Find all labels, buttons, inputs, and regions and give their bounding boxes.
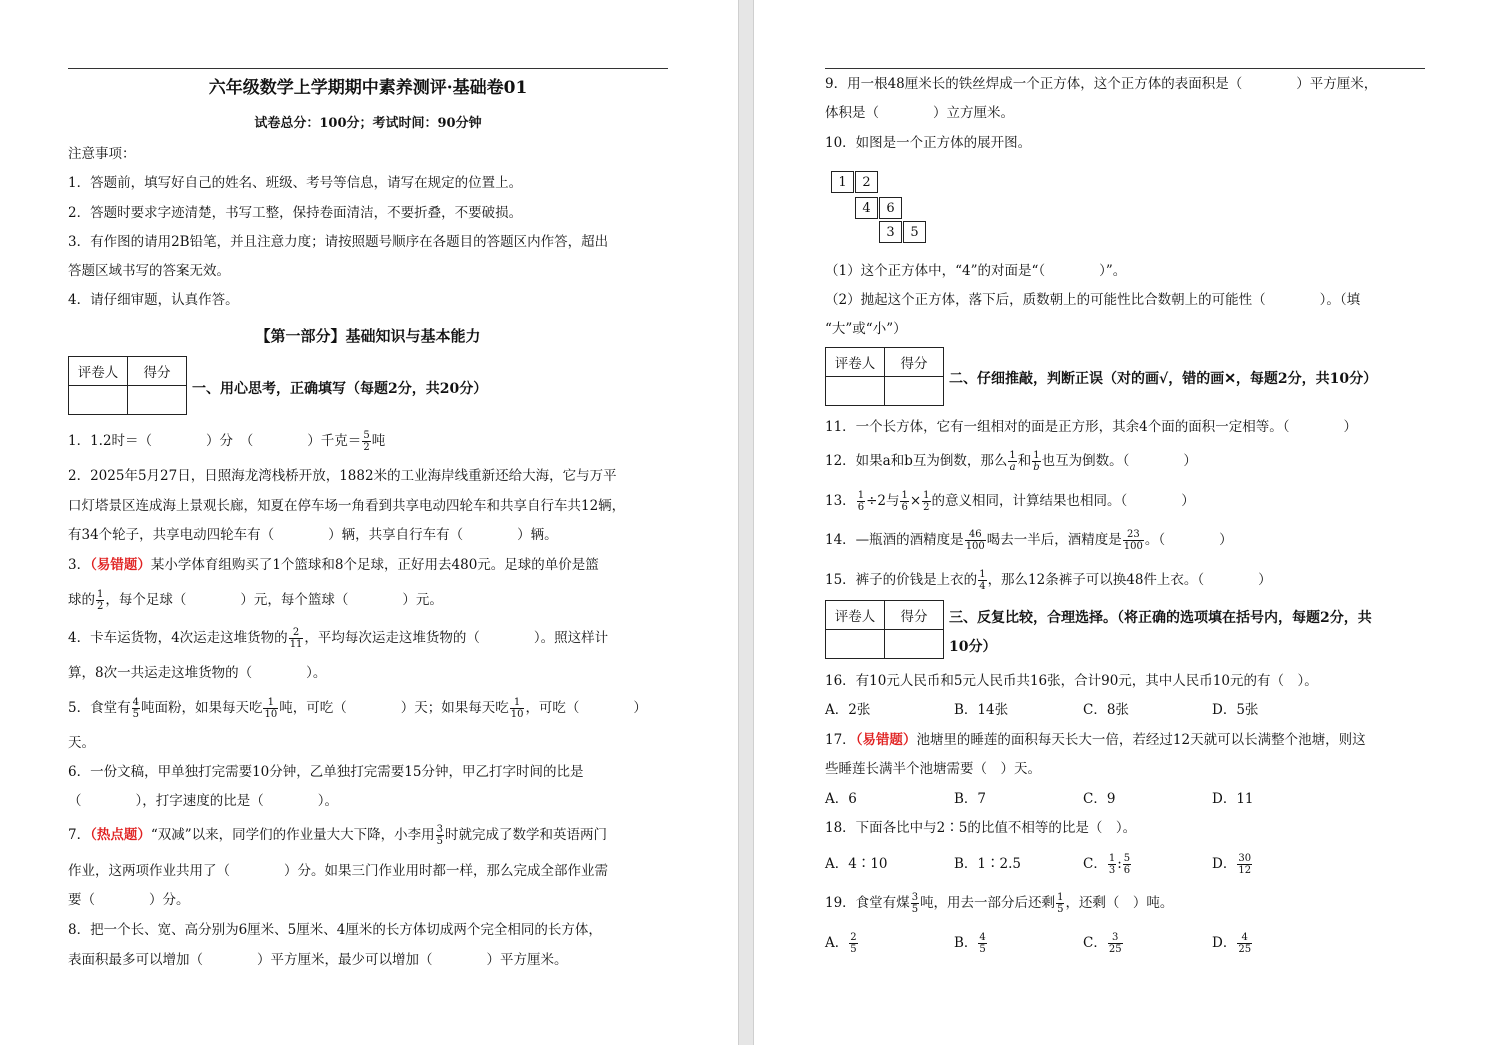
question-2-line-1: 2．2025年5月27日，日照海龙湾栈桥开放，1882米的工业海岸线重新还给大海，它与万平 [68, 468, 617, 484]
q15-fraction: $\frac{1}{4}$ [979, 569, 986, 592]
left-page [0, 0, 738, 1045]
part-title: 【第一部分】基础知识与基本能力 [255, 327, 481, 345]
option-d-fraction: $\frac{30}{12}$ [1238, 853, 1252, 876]
question-16: 16．有10元人民币和5元人民币共16张，合计90元，其中人民币10元的有（ ）。 [825, 673, 1318, 689]
option-d[interactable]: D． $\frac{30}{12}$ [1212, 853, 1252, 876]
q14-fraction-2: $\frac{23}{100}$ [1123, 529, 1143, 552]
option-c-fraction: $\frac{3}{25}$ [1108, 932, 1122, 955]
option-b-fraction: $\frac{4}{5}$ [979, 932, 986, 955]
question-10: 10．如图是一个正方体的展开图。 [825, 135, 1032, 151]
question-10-part-2: （2）抛起这个正方体，落下后，质数朝上的可能性比合数朝上的可能性（ ）。（填 [825, 292, 1361, 308]
option-d-fraction: $\frac{4}{25}$ [1238, 932, 1252, 955]
section-3-title: 三、反复比较，合理选择。（将正确的选项填在括号内，每题2分，共 [949, 610, 1372, 626]
q13-fraction-1: $\frac{1}{6}$ [857, 490, 865, 513]
option-c-fraction-2: $\frac{5}{6}$ [1123, 853, 1131, 876]
question-18-options [825, 853, 1253, 876]
grader-cell [69, 386, 128, 415]
question-17-line-1: 17．（易错题）池塘里的睡莲的面积每天长大一倍，若经过12天就可以长满整个池塘，则这 [825, 732, 1366, 748]
score-label: 得分 [885, 348, 944, 377]
grader-label: 评卷人 [826, 601, 885, 630]
score-box-1 [68, 356, 187, 415]
option-a[interactable]: A． $\frac{2}{5}$ [825, 932, 857, 955]
question-19: 19．食堂有煤 $\frac{3}{5}$ 吨，用去一部分后还剩 $\frac{1}{5}$ ，还剩（ ）吨。 [825, 892, 1174, 915]
q1-fraction: $\frac{5}{2}$ [363, 430, 370, 453]
option-d[interactable]: D．5张 [1212, 702, 1259, 718]
option-b[interactable]: B．14张 [954, 702, 1009, 718]
q12-fraction-2: $\frac{1}{b}$ [1033, 450, 1040, 473]
question-10-part-1: （1）这个正方体中，“4”的对面是“（ ）”。 [825, 263, 1127, 279]
score-cell [885, 630, 944, 659]
question-2-line-2: 口灯塔景区连成海上景观长廊，知夏在停车场一角看到共享电动四轮车和共享自行车共12辆， [68, 498, 626, 514]
q13-fraction-3: $\frac{1}{2}$ [923, 490, 930, 513]
question-6-line-2: （ ），打字速度的比是（ ）。 [68, 793, 338, 809]
question-6-line-1: 6．一份文稿，甲单独打完需要10分钟，乙单独打完需要15分钟，甲乙打字时间的比是 [68, 764, 584, 780]
q14-fraction-1: $\frac{46}{100}$ [965, 529, 985, 552]
q5-fraction-2: $\frac{1}{10}$ [264, 697, 278, 720]
question-12: 12．如果a和b互为倒数，那么 $\frac{1}{a}$ 和 $\frac{1}{b}$ 也互为倒数。（ ） [825, 450, 1197, 473]
q1-text: 1．1.2时＝（ ）分 （ ）千克＝ [68, 433, 362, 449]
question-3-line-2: 球的 $\frac{1}{2}$ ，每个足球（ ）元，每个篮球（ ）元。 [68, 589, 443, 612]
option-b[interactable]: B．7 [954, 791, 987, 807]
option-a[interactable]: A．4∶10 [825, 856, 888, 872]
option-c[interactable]: C．8张 [1083, 702, 1129, 718]
question-11: 11．一个长方体，它有一组相对的面是正方形，其余4个面的面积一定相等。（ ） [825, 419, 1358, 435]
question-18: 18．下面各比中与2∶5的比值不相等的比是（ ）。 [825, 820, 1137, 836]
score-cell [885, 377, 944, 406]
exam-title: 六年级数学上学期期中素养测评·基础卷01 [208, 78, 528, 98]
note-3-cont: 答题区域书写的答案无效。 [68, 263, 230, 279]
option-c[interactable]: C．9 [1083, 791, 1116, 807]
grader-cell [826, 377, 885, 406]
question-7-line-1: 7．（热点题）“双减”以来，同学们的作业量大大下降，小李用 $\frac{3}{5}$ 时就完成了数学和英语两门 [68, 824, 608, 847]
question-10-part-2-cont: “大”或“小”） [825, 321, 907, 337]
net-cell: 4 [855, 197, 878, 219]
q7-fraction: $\frac{3}{5}$ [436, 824, 444, 847]
note-3: 3．有作图的请用2B铅笔，并且注意力度；请按照题号顺序在各题目的答题区内作答，超出 [68, 234, 609, 250]
net-cell: 3 [879, 221, 902, 243]
q4-fraction: $\frac{2}{11}$ [289, 627, 303, 650]
question-5-line-1: 5．食堂有 $\frac{4}{5}$ 吨面粉，如果每天吃 $\frac{1}{10}$ 吨，可吃（ ）天；如果每天吃 $\frac{1}{10}$ ，可吃（ ） [68, 697, 647, 720]
q12-fraction-1: $\frac{1}{a}$ [1009, 450, 1016, 473]
option-c[interactable]: C． $\frac{1}{3}$ : $\frac{5}{6}$ [1083, 853, 1131, 876]
section-2-title: 二、仔细推敲，判断正误（对的画√，错的画✕，每题2分，共10分） [949, 371, 1378, 387]
question-3-line-1: 3．（易错题）某小学体育组购买了1个篮球和8个足球，正好用去480元。足球的单价是篮 [68, 557, 599, 573]
question-17-line-2: 些睡莲长满半个池塘需要（ ）天。 [825, 761, 1041, 777]
q5-fraction-1: $\frac{4}{5}$ [132, 697, 139, 720]
net-cell: 2 [855, 171, 878, 193]
question-7-line-3: 要（ ）分。 [68, 892, 190, 908]
question-5-line-2: 天。 [68, 735, 95, 751]
section-1-title: 一、用心思考，正确填写（每题2分，共20分） [192, 381, 488, 397]
net-cell: 1 [831, 171, 854, 193]
q5-fraction-3: $\frac{1}{10}$ [510, 697, 524, 720]
question-9-line-1: 9．用一根48厘米长的铁丝焊成一个正方体，这个正方体的表面积是（ ）平方厘米， [825, 76, 1378, 92]
q19-fraction-1: $\frac{3}{5}$ [911, 892, 919, 915]
notes-label: 注意事项： [68, 146, 136, 162]
question-1 [68, 430, 385, 453]
score-box-3 [825, 600, 944, 659]
option-b[interactable]: B． $\frac{4}{5}$ [954, 932, 986, 955]
option-c[interactable]: C． $\frac{3}{25}$ [1083, 932, 1122, 955]
question-14: 14．—瓶酒的酒精度是 $\frac{46}{100}$ 喝去一半后，酒精度是 $\frac{23}{100}$ 。（ ） [825, 529, 1233, 552]
note-4: 4．请仔细审题，认真作答。 [68, 292, 239, 308]
question-8-line-2: 表面积最多可以增加（ ）平方厘米，最少可以增加（ ）平方厘米。 [68, 952, 568, 968]
net-cell: 6 [879, 197, 902, 219]
question-19-options [825, 932, 1253, 955]
header-rule [68, 68, 668, 69]
note-1: 1．答题前，填写好自己的姓名、班级、考号等信息，请写在规定的位置上。 [68, 175, 523, 191]
q17-tag: （易错题） [855, 732, 917, 748]
option-a[interactable]: A．2张 [825, 702, 871, 718]
question-17-options [825, 790, 1254, 808]
option-c-fraction-1: $\frac{1}{3}$ [1108, 853, 1116, 876]
grader-label: 评卷人 [69, 357, 128, 386]
q19-fraction-2: $\frac{1}{5}$ [1057, 892, 1064, 915]
section-3-title-cont: 10分） [949, 639, 997, 655]
option-a[interactable]: A．6 [825, 791, 857, 807]
header-rule [825, 68, 1425, 69]
net-cell: 5 [903, 221, 926, 243]
score-label: 得分 [128, 357, 187, 386]
question-16-options [825, 701, 1258, 719]
exam-subtitle: 试卷总分：100分；考试时间：90分钟 [254, 116, 482, 131]
score-cell [128, 386, 187, 415]
question-7-line-2: 作业，这两项作业共用了（ ）分。如果三门作业用时都一样，那么完成全部作业需 [68, 863, 608, 879]
question-8-line-1: 8．把一个长、宽、高分别为6厘米、5厘米、4厘米的长方体切成两个完全相同的长方体， [68, 922, 602, 938]
note-2: 2．答题时要求字迹清楚，书写工整，保持卷面清洁，不要折叠，不要破损。 [68, 205, 523, 221]
q1-unit: 吨 [371, 433, 386, 449]
q3-tag: （易错题） [90, 557, 151, 573]
right-page [754, 0, 1491, 1045]
option-d[interactable]: D．11 [1212, 791, 1254, 807]
score-label: 得分 [885, 601, 944, 630]
question-9-line-2: 体积是（ ）立方厘米。 [825, 105, 1014, 121]
question-4-line-1: 4．卡车运货物，4次运走这堆货物的 $\frac{2}{11}$ ，平均每次运走这堆货物的（ ）。照这样计 [68, 627, 609, 650]
page-gutter [738, 0, 754, 1045]
grader-label: 评卷人 [826, 348, 885, 377]
q13-fraction-2: $\frac{1}{6}$ [901, 490, 908, 513]
score-box-2 [825, 347, 944, 406]
question-13: 13． $\frac{1}{6}$ ÷2与 $\frac{1}{6}$ × $\frac{1}{2}$ 的意义相同，计算结果也相同。（ ） [825, 490, 1195, 513]
question-2-line-3: 有34个轮子，共享电动四轮车有（ ）辆，共享自行车有（ ）辆。 [68, 527, 558, 543]
option-d[interactable]: D． $\frac{4}{25}$ [1212, 932, 1252, 955]
question-15: 15．裤子的价钱是上衣的 $\frac{1}{4}$ ，那么12条裤子可以换48件上衣。（ ） [825, 569, 1272, 592]
question-4-line-2: 算，8次一共运走这堆货物的（ ）。 [68, 665, 327, 681]
option-b[interactable]: B．1∶2.5 [954, 856, 1021, 872]
grader-cell [826, 630, 885, 659]
q3-fraction: $\frac{1}{2}$ [97, 589, 104, 612]
option-a-fraction: $\frac{2}{5}$ [850, 932, 857, 955]
q7-tag: （热点题） [90, 827, 151, 843]
